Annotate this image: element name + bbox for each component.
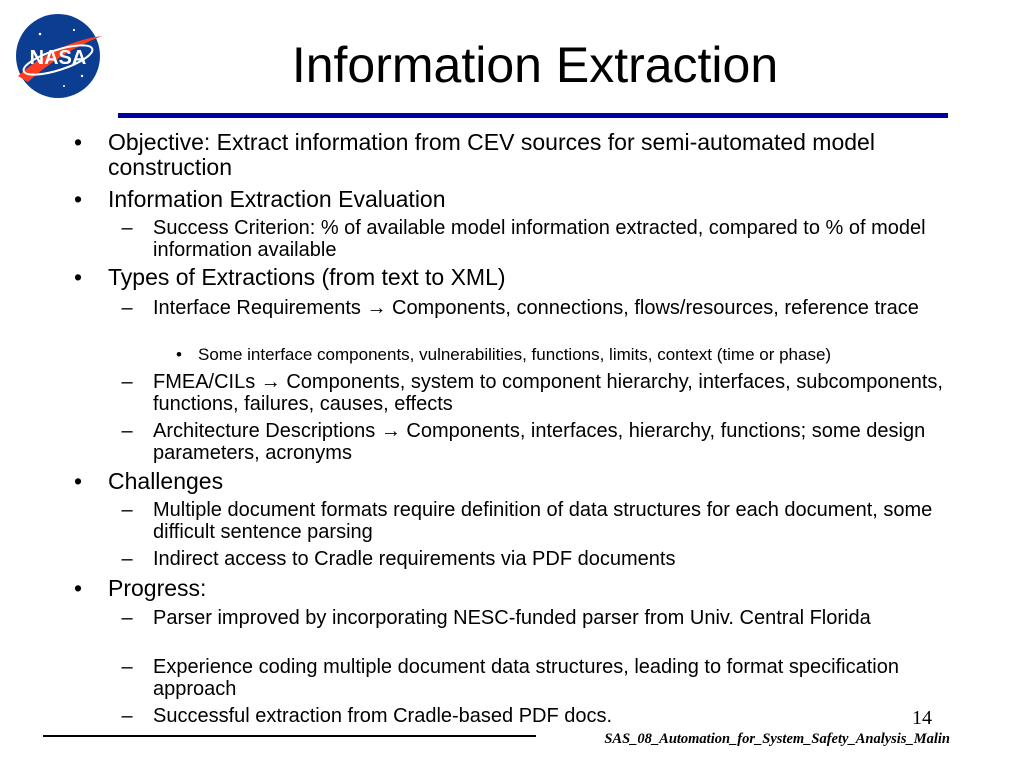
dash-marker: – <box>121 705 133 727</box>
bullet-text: Information Extraction Evaluation <box>108 186 446 212</box>
dash-marker: – <box>121 371 133 393</box>
sub-bullet-experience-coding <box>121 656 963 700</box>
bullet-text: FMEA/CILs → Components, system to component hierarchy, interfaces, subcomponents, functions, failures, causes, effects <box>153 371 943 415</box>
footer-rule <box>43 735 536 737</box>
footer-label: SAS_08_Automation_for_System_Safety_Analysis_Malin <box>604 731 950 747</box>
sub-bullet-fmea-cils <box>121 371 963 415</box>
sub-bullet-interface-requirements <box>121 297 963 319</box>
bullet-marker: • <box>73 468 83 494</box>
bullet-text: Indirect access to Cradle requirements via PDF documents <box>153 548 676 570</box>
bullet-text: Types of Extractions (from text to XML) <box>108 264 506 290</box>
sub-bullet-document-formats <box>121 499 963 543</box>
bullet-marker: • <box>176 345 182 364</box>
bullet-text: Interface Requirements → Components, connections, flows/resources, reference trace <box>153 297 919 319</box>
dash-marker: – <box>121 217 133 239</box>
bullet-evaluation <box>73 186 988 212</box>
bullet-progress <box>73 575 988 601</box>
bullet-text: Success Criterion: % of available model information extracted, compared to % of model information available <box>153 217 926 261</box>
bullet-text: Architecture Descriptions → Components, interfaces, hierarchy, functions; some design parameters, acronyms <box>153 420 926 464</box>
dash-marker: – <box>121 499 133 521</box>
bullet-types-of-extractions <box>73 264 988 290</box>
bullet-text: Progress: <box>108 575 207 601</box>
dash-marker: – <box>121 420 133 442</box>
bullet-objective <box>73 129 988 180</box>
bullet-text: Experience coding multiple document data structures, leading to format specification approach <box>153 656 899 700</box>
dash-marker: – <box>121 297 133 319</box>
sub-bullet-success-criterion <box>121 217 963 261</box>
sub-bullet-parser-improved <box>121 607 963 629</box>
bullet-text: Multiple document formats require definition of data structures for each document, some difficult sentence parsing <box>153 499 933 543</box>
bullet-marker: • <box>73 129 83 155</box>
dash-marker: – <box>121 607 133 629</box>
slide-title: Information Extraction <box>291 37 779 93</box>
logo-text: NASA <box>29 47 87 69</box>
bullet-text: Some interface components, vulnerabilities, functions, limits, context (time or phase) <box>198 345 832 364</box>
sub-bullet-successful-extraction <box>121 705 963 727</box>
dash-marker: – <box>121 548 133 570</box>
bullet-challenges <box>73 468 988 494</box>
bullet-text: Challenges <box>108 468 224 494</box>
page-number: 14 <box>912 707 932 729</box>
nasa-logo <box>10 10 106 102</box>
dash-marker: – <box>121 656 133 678</box>
sub-sub-bullet-interface-components <box>176 345 998 364</box>
nasa-meatball-icon <box>10 10 106 102</box>
title-underline <box>118 113 948 118</box>
bullet-text: Successful extraction from Cradle-based PDF docs. <box>153 705 613 727</box>
bullet-text: Objective: Extract information from CEV sources for semi-automated model construction <box>108 129 875 180</box>
bullet-marker: • <box>73 575 83 601</box>
sub-bullet-cradle-access <box>121 548 963 570</box>
sub-bullet-architecture-descriptions <box>121 420 963 464</box>
bullet-marker: • <box>73 264 83 290</box>
bullet-marker: • <box>73 186 83 212</box>
bullet-text: Parser improved by incorporating NESC-funded parser from Univ. Central Florida <box>153 607 871 629</box>
